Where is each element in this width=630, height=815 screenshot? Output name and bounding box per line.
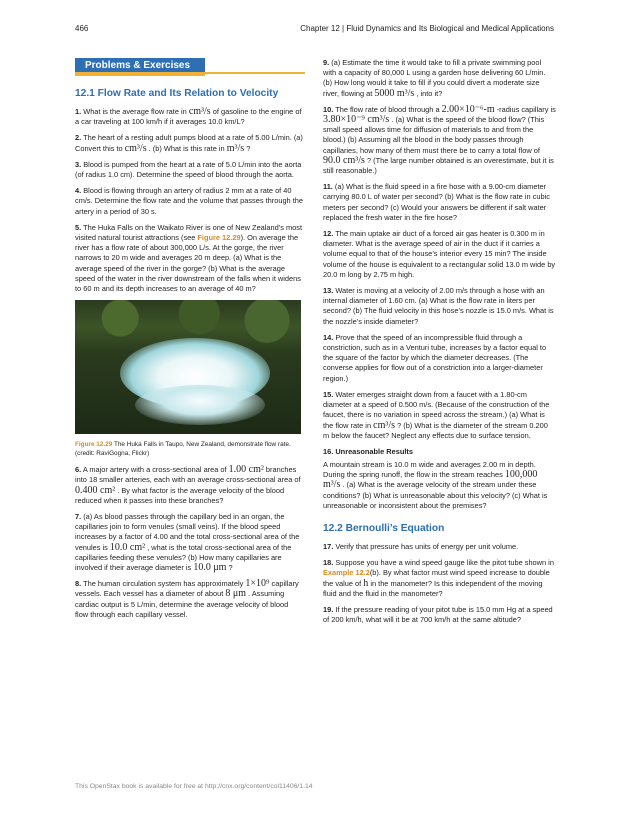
problems-banner: Problems & Exercises	[75, 58, 205, 76]
huka-falls-photo	[75, 300, 301, 434]
figure-caption: Figure 12.29 The Huka Falls in Taupo, New Zealand, demonstrate flow rate. (credit: RaviGogna, Flickr)	[75, 441, 291, 458]
problem-16-title: 16. Unreasonable Results	[323, 446, 413, 456]
left-column	[75, 58, 303, 626]
problem-17: 17. Verify that pressure has units of energy per unit volume.	[323, 541, 519, 551]
section-heading-12-2: 12.2 Bernoulli’s Equation	[323, 522, 445, 534]
problem-5: 5. The Huka Falls on the Waikato River is one of New Zealand’s most visited natural tourist attractions (see Figure 12.29). On average the river has a flow rate of about 300,000 L/s. At the gorge, the river narrows to 20 m wide and averages 20 m deep. (a) What is the average speed of the river in the gorge? (b) What is the average speed of the water in the river downstream of the falls when it widens to 60 m and its depth increases to an average of 40 m?	[75, 222, 303, 294]
problem-8: 8. The human circulation system has approximately 1×10⁹ capillary vessels. Each vessel has a diameter of about 8 μm . Assuming cardiac output is 5 L/min, determine the average velocity of blood flow through each capillary vessel.	[75, 578, 299, 619]
waterfall-spray	[135, 385, 265, 425]
problem-16: A mountain stream is 10.0 m wide and averages 2.00 m in depth. During the spring runoff, the flow in the stream reaches 100,000 m³/s . (a) What is the average velocity of the stream under these conditions? (b) What is unreasonable about this velocity? (c) What is unreasonable or inconsistent about the premises?	[323, 459, 548, 510]
footer-note: This OpenStax book is available for free at http://cnx.org/content/col11406/1.14	[75, 783, 313, 790]
problem-9: 9. (a) Estimate the time it would take to fill a private swimming pool with a capacity of 80,000 L using a garden hose delivering 60 L/min. (b) How long would it take to fill if you could divert a moderate size river, flowing at 5000 m³/s , into it?	[323, 58, 546, 99]
example-link[interactable]: Example 12.2	[323, 568, 370, 578]
problem-3: 3. Blood is pumped from the heart at a rate of 5.0 L/min into the aorta (of radius 1.0 cm). Determine the speed of blood through the aorta.	[75, 159, 302, 180]
banner-rule	[75, 72, 305, 74]
problem-15: 15. Water emerges straight down from a faucet with a 1.80-cm diameter at a speed of 0.500 m/s. (Because of the construction of the faucet, there is no variation in speed across the stream.) (a) What is the flow rate in cm³/s ? (b) What is the diameter of the stream 0.200 m below the faucet? Neglect any effects due to surface tension.	[323, 389, 550, 440]
chapter-header: Chapter 12 | Fluid Dynamics and Its Biological and Medical Applications	[300, 24, 554, 33]
problem-11: 11. (a) What is the fluid speed in a fire hose with a 9.00-cm diameter carrying 80.0 L of water per second? (b) What is the flow rate in cubic meters per second? (c) Would your answers be different if salt water replaced the fresh water in the fire hose?	[323, 182, 550, 222]
problem-6: 6. A major artery with a cross-sectional area of 1.00 cm² branches into 18 smaller arteries, each with an average cross-sectional area of 0.400 cm² . By what factor is the average velocity of the blood reduced when it passes into these branches?	[75, 464, 301, 505]
problem-1: 1. What is the average flow rate in cm³/s of gasoline to the engine of a car traveling at 100 km/h if it averages 10.0 km/L?	[75, 106, 302, 127]
section-heading-12-1: 12.1 Flow Rate and Its Relation to Velocity	[75, 88, 279, 99]
problem-19: 19. If the pressure reading of your pitot tube is 15.0 mm Hg at a speed of 200 km/h, what will it be at 700 km/h at the same altitude?	[323, 604, 553, 625]
problem-18: 18. Suppose you have a wind speed gauge like the pitot tube shown in Example 12.2(b). By what factor must wind speed increase to double the value of h in the manometer? Is this independent of the moving fluid and the fluid in the manometer?	[323, 558, 554, 598]
page-number: 466	[75, 24, 89, 33]
right-column	[323, 58, 556, 631]
problem-13: 13. Water is moving at a velocity of 2.00 m/s through a hose with an internal diameter of 1.60 cm. (a) What is the flow rate in liters per second? (b) The fluid velocity in this hose’s nozzle is 15.0 m/s. What is the nozzle’s inside diameter?	[323, 286, 554, 326]
problem-10: 10. The flow rate of blood through a 2.00×10⁻⁶-m -radius capillary is 3.80×10⁻⁹ cm³/s . (a) What is the speed of the blood flow? (This small speed allows time for diffusion of materials to and from the blood.) (b) Assuming all the blood in the body passes through capillaries, how many of them must there be to carry a total flow of 90.0 cm³/s ? (The large number obtained is an overestimate, but it is still reasonable.)	[323, 103, 556, 176]
problem-4: 4. Blood is flowing through an artery of radius 2 mm at a rate of 40 cm/s. Determine the flow rate and the volume that passes through the artery in a period of 30 s.	[75, 186, 303, 216]
figure-link[interactable]: Figure 12.29	[197, 233, 241, 243]
problem-14: 14. Prove that the speed of an incompressible fluid through a constriction, such as in a Venturi tube, increases by a factor equal to the square of the factor by which the diameter decreases. (The converse applies for flow out of a constriction into a larger-diameter region.)	[323, 332, 547, 383]
problem-2: 2. The heart of a resting adult pumps blood at a rate of 5.00 L/min. (a) Convert this to cm³/s . (b) What is this rate in m³/s ?	[75, 133, 303, 154]
problem-12: 12. The main uptake air duct of a forced air gas heater is 0.300 m in diameter. What is the average speed of air in the duct if it carries a volume equal to that of the house’s interior every 15 min? The inside volume of the house is equivalent to a rectangular solid 13.0 m wide by 20.0 m long by 2.75 m high.	[323, 229, 556, 279]
problem-7: 7. (a) As blood passes through the capillary bed in an organ, the capillaries join to form venules (small veins). If the blood speed increases by a factor of 4.00 and the total cross-sectional area of the venules is 10.0 cm² , what is the total cross-sectional area of the capillaries feeding these venules? (b) How many capillaries are involved if their average diameter is 10.0 μm ?	[75, 512, 300, 574]
